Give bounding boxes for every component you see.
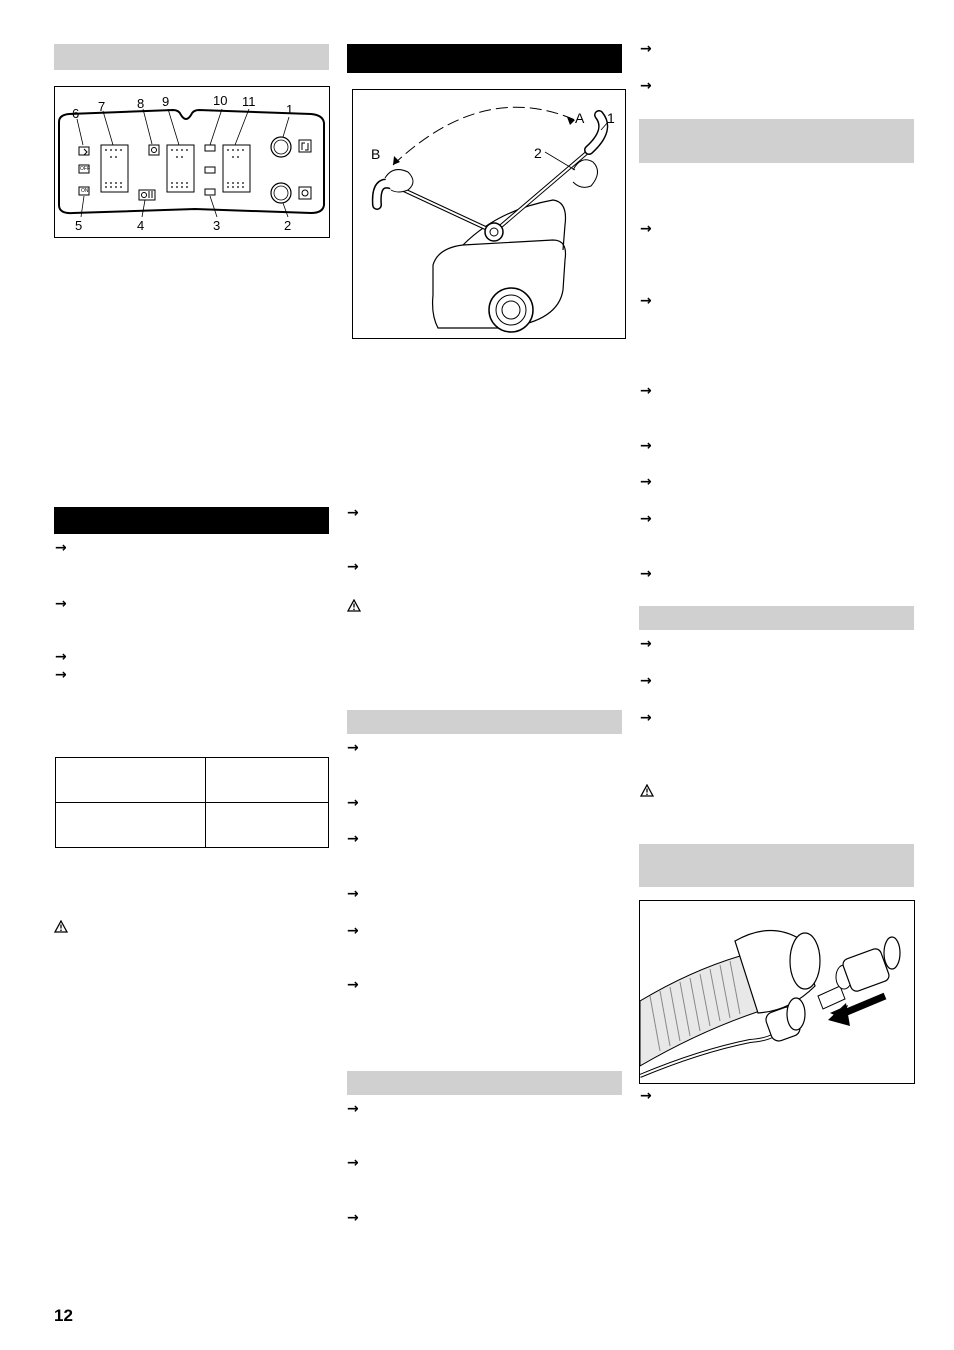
control-panel-figure: [54, 86, 330, 238]
bullet-arrow: →: [347, 1210, 359, 1226]
section-header-mid-1: [347, 44, 622, 73]
table-cell: [56, 803, 206, 848]
callout-6: 6: [72, 106, 80, 121]
page-number: 12: [54, 1306, 73, 1325]
table-cell: [206, 758, 329, 803]
bullet-arrow: →: [55, 667, 67, 683]
callout-9: 9: [162, 94, 170, 109]
bullet-arrow: →: [640, 710, 652, 726]
hose-coupling-figure: [639, 900, 915, 1084]
bullet-arrow: →: [640, 511, 652, 527]
bullet-arrow: →: [640, 1088, 652, 1104]
bullet-arrow: →: [347, 1155, 359, 1171]
bullet-arrow: →: [640, 78, 652, 94]
bullet-arrow: →: [347, 795, 359, 811]
section-header-right-3: [639, 844, 914, 887]
hose-drawing: [640, 901, 914, 1083]
section-header-left-1: [54, 44, 329, 70]
bullet-arrow: →: [640, 673, 652, 689]
off-button-label: OFF: [80, 166, 90, 172]
callout-2: 2: [534, 145, 542, 161]
callout-1: 1: [607, 110, 615, 126]
bullet-arrow: →: [640, 636, 652, 652]
callout-A: A: [575, 110, 585, 126]
section-header-right-1: [639, 119, 914, 163]
warning-triangle-icon: [54, 920, 68, 933]
callout-11: 11: [242, 94, 256, 109]
bullet-arrow: →: [347, 831, 359, 847]
bullet-arrow: →: [640, 566, 652, 582]
callout-5: 5: [75, 218, 83, 233]
bullet-arrow: →: [347, 1101, 359, 1117]
bullet-arrow: →: [640, 41, 652, 57]
bullet-arrow: →: [640, 438, 652, 454]
bullet-arrow: →: [55, 596, 67, 612]
callout-2: 2: [284, 218, 292, 233]
section-header-mid-3: [347, 1071, 622, 1095]
warning-triangle-icon: [640, 784, 654, 797]
bullet-arrow: →: [640, 221, 652, 237]
section-header-right-2: [639, 606, 914, 630]
bullet-arrow: →: [347, 886, 359, 902]
callout-10: 10: [213, 93, 228, 108]
bullet-arrow: →: [55, 649, 67, 665]
section-header-left-2: [54, 507, 329, 534]
callout-B: B: [371, 146, 381, 162]
on-button-label: ON: [81, 188, 89, 194]
bullet-arrow: →: [347, 977, 359, 993]
warning-triangle-icon: [347, 599, 361, 612]
bullet-arrow: →: [347, 559, 359, 575]
section-header-mid-2: [347, 710, 622, 734]
table-cell: [206, 803, 329, 848]
bullet-arrow: →: [55, 540, 67, 556]
bullet-arrow: →: [347, 923, 359, 939]
callout-8: 8: [137, 96, 145, 111]
table-cell: [56, 758, 206, 803]
handle-position-figure: [352, 89, 626, 339]
callout-1: 1: [286, 102, 294, 117]
bullet-arrow: →: [347, 505, 359, 521]
bullet-arrow: →: [640, 293, 652, 309]
callout-4: 4: [137, 218, 145, 233]
bullet-arrow: →: [347, 740, 359, 756]
callout-7: 7: [98, 99, 106, 114]
spec-table: [55, 757, 329, 848]
handle-drawing: [353, 90, 625, 338]
bullet-arrow: →: [640, 474, 652, 490]
callout-3: 3: [213, 218, 221, 233]
bullet-arrow: →: [640, 383, 652, 399]
